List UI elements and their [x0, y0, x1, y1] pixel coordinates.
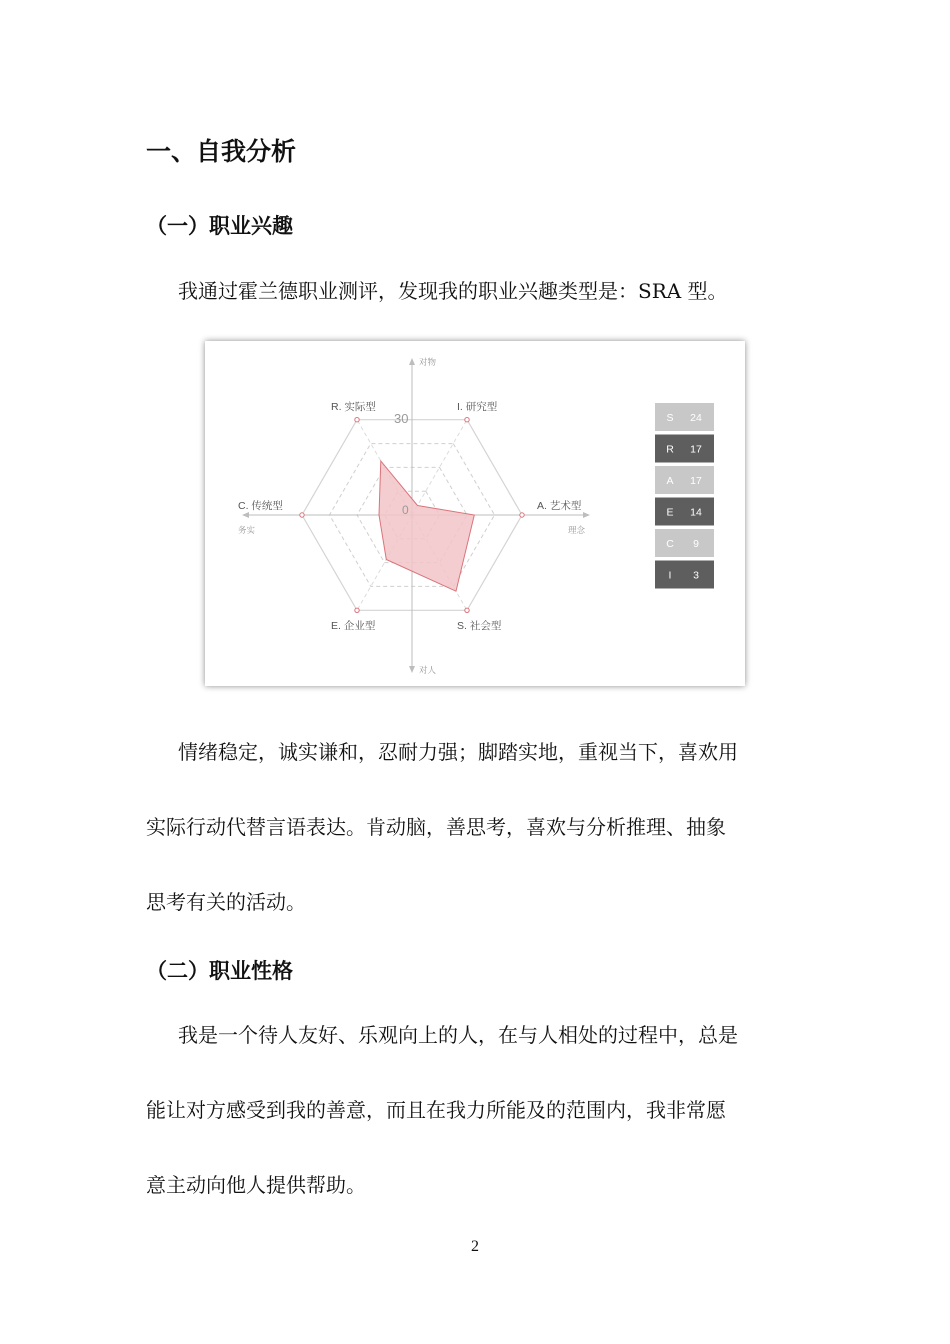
radar-vertex-A: [520, 513, 524, 517]
legend-key-E: E: [666, 506, 674, 519]
legend-key-C: C: [666, 538, 674, 550]
direction-label-top: 对物: [419, 357, 437, 367]
axis-label-S: S. 社会型: [457, 620, 502, 632]
radar-vertex-E: [355, 608, 359, 612]
radar-vertex-S: [465, 608, 469, 612]
legend-key-S: S: [666, 412, 674, 424]
legend-value-S: 24: [690, 412, 702, 424]
direction-label-left: 务实: [238, 525, 256, 535]
legend-value-I: 3: [693, 569, 699, 582]
arrow-up-icon: [409, 358, 415, 365]
legend-value-E: 14: [690, 506, 702, 519]
legend-key-I: I: [668, 569, 672, 582]
personality-paragraph-line-2: 能让对方感受到我的善意，而且在我力所能及的范围内，我非常愿: [146, 1098, 726, 1122]
interest-paragraph-line-1: 情绪稳定，诚实谦和，忍耐力强；脚踏实地，重视当下，喜欢用: [178, 740, 738, 764]
legend-box-R: [655, 435, 714, 463]
interest-paragraph-line-3: 思考有关的活动。: [146, 890, 306, 914]
axis-label-I: I. 研究型: [457, 401, 498, 413]
arrow-down-icon: [409, 666, 415, 673]
arrow-left-icon: [242, 512, 249, 518]
radar-vertex-R: [355, 418, 359, 422]
personality-paragraph-line-1: 我是一个待人友好、乐观向上的人，在与人相处的过程中，总是: [178, 1023, 738, 1047]
arrow-right-icon: [583, 512, 590, 518]
interest-paragraph-line-2: 实际行动代替言语表达。肯动脑，善思考，喜欢与分析推理、抽象: [146, 815, 726, 839]
radar-vertex-I: [465, 418, 469, 422]
legend-key-A: A: [666, 475, 674, 487]
section-heading: 一、自我分析: [146, 137, 297, 166]
axis-label-C: C. 传统型: [238, 500, 283, 512]
legend-value-A: 17: [690, 475, 702, 487]
tick-label-max: 30: [394, 411, 409, 426]
legend-box-A: [655, 466, 714, 494]
radar-data-area: [379, 461, 474, 591]
radar-vertex-C: [300, 513, 304, 517]
axis-label-E: E. 企业型: [331, 620, 376, 632]
legend-box-S: [655, 403, 714, 431]
axis-label-A: A. 艺术型: [537, 500, 582, 512]
legend-value-C: 9: [693, 538, 699, 550]
interest-intro: 我通过霍兰德职业测评，发现我的职业兴趣类型是：SRA 型。: [178, 279, 728, 303]
subsection-title-interest: （一）职业兴趣: [146, 214, 293, 238]
axis-label-R: R. 实际型: [331, 401, 376, 413]
subsection-title-personality: （二）职业性格: [146, 959, 293, 983]
personality-paragraph-line-3: 意主动向他人提供帮助。: [146, 1173, 366, 1197]
legend-value-R: 17: [690, 443, 702, 456]
legend-box-E: [655, 498, 714, 526]
direction-label-bottom: 对人: [419, 665, 437, 675]
holland-radar-figure: [205, 341, 745, 686]
legend-box-C: [655, 529, 714, 557]
radar-chart: [205, 341, 745, 686]
tick-label-zero: 0: [402, 503, 409, 517]
page-number: 2: [471, 1238, 479, 1255]
direction-label-right: 理念: [568, 525, 586, 535]
legend-box-I: [655, 561, 714, 589]
legend-key-R: R: [666, 443, 674, 456]
